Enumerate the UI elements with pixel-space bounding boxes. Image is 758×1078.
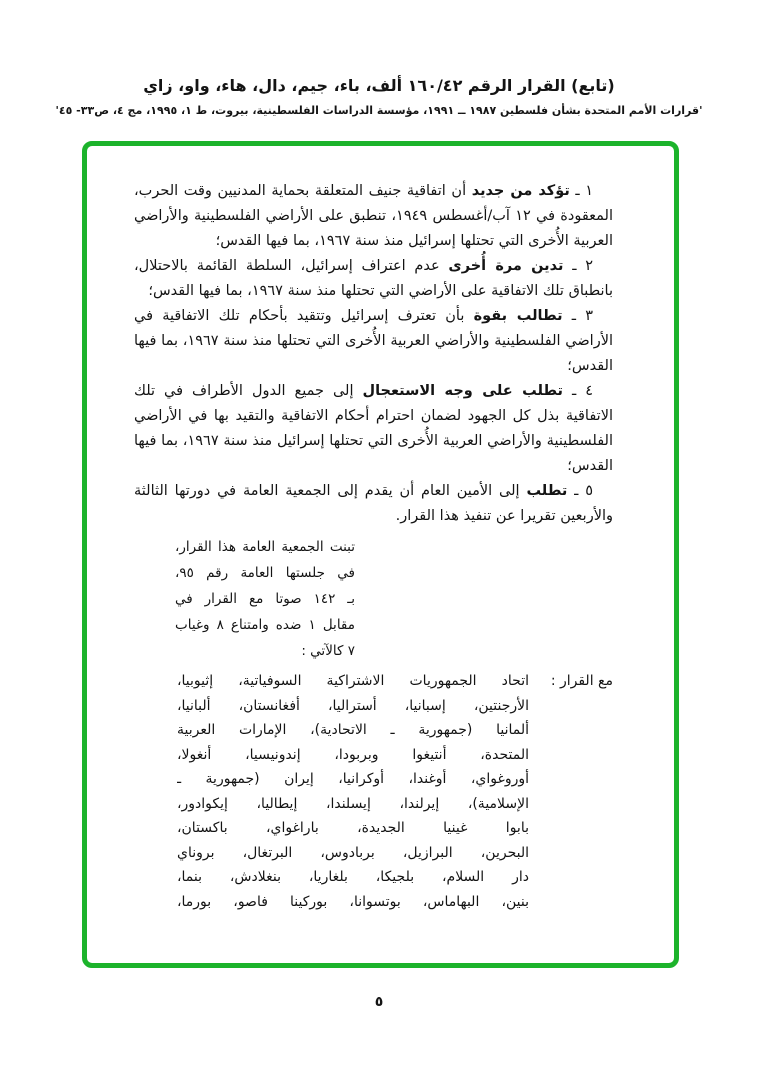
vote-country-list <box>177 669 529 914</box>
resolution-paragraph-2 <box>134 254 613 304</box>
paragraph-text: أن اتفاقية جنيف المتعلقة بحماية المدنيين وقت الحرب، المعقودة في ١٢ آب/أغسطس ١٩٤٩، تنطبق على الأراضي الفلسطينية والأراضي العربية الأُخرى التي تحتلها إسرائيل منذ سنة ١٩٦٧، بما فيها القدس؛ <box>134 183 613 249</box>
resolution-title: (تابع) القرار الرقم ١٦٠/٤٢ ألف، باء، جيم، دال، هاء، واو، زاي <box>143 76 615 95</box>
resolution-paragraph-5 <box>134 479 613 529</box>
paragraph-number: ١ ـ <box>575 183 594 199</box>
paragraph-number: ٥ ـ <box>574 483 594 499</box>
adoption-line: في جلستها العامة رقم ٩٥، <box>175 565 355 581</box>
source-citation: 'قرارات الأمم المتحدة بشأن فلسطين ١٩٨٧ ــ ١٩٩١، مؤسسة الدراسات الفلسطينية، بيروت، ط ١، ١٩٩٥، مج ٤، ص٣٣- ٤٥' <box>55 104 703 117</box>
vote-country-line: بابوا غينيا الجديدة، باراغواي، باكستان، <box>177 820 529 836</box>
paragraph-number: ٣ ـ <box>571 308 593 324</box>
adoption-line: تبنت الجمعية العامة هذا القرار، <box>175 539 355 555</box>
paragraph-number: ٤ ـ <box>571 383 594 399</box>
vote-label: مع القرار : <box>550 673 613 689</box>
page-number: ٥ <box>374 994 384 1010</box>
vote-country-line: اتحاد الجمهوريات الاشتراكية السوفياتية، إثيوبيا، <box>177 673 529 689</box>
vote-country-line: الأرجنتين، إسبانيا، أستراليا، أفغانستان، ألبانيا، <box>177 697 529 714</box>
vote-record <box>134 669 613 914</box>
paragraph-leadin: تؤكد من جديد <box>471 183 570 199</box>
paragraph-number: ٢ ـ <box>572 258 593 274</box>
resolution-paragraph-1 <box>134 179 613 254</box>
paragraph-leadin: تطالب بقوة <box>473 308 563 324</box>
vote-country-line: أوروغواي، أوغندا، أوكرانيا، إيران (جمهورية ـ <box>177 771 529 787</box>
adoption-line: ٧ كالآتي : <box>301 643 355 659</box>
adoption-line: مقابل ١ ضده وامتناع ٨ وغياب <box>175 617 355 633</box>
vote-country-line: المتحدة، أنتيغوا وبربودا، إندونيسيا، أنغولا، <box>177 746 529 763</box>
resolution-body <box>134 179 613 914</box>
resolution-paragraph-4 <box>134 379 613 479</box>
paragraph-text: إلى جميع الدول الأطراف في تلك الاتفاقية بذل كل الجهود لضمان احترام أحكام الاتفاقية والتقيد بها في الأراضي الفلسطينية والأراضي العربية الأُخرى التي تحتلها إسرائيل منذ سنة ١٩٦٧، بما فيها القدس؛ <box>134 383 613 474</box>
paragraph-text: بأن تعترف إسرائيل وتتقيد بأحكام تلك الاتفاقية في الأراضي الفلسطينية والأراضي العربية الأُخرى التي تحتلها منذ سنة ١٩٦٧، بما فيها القدس؛ <box>134 308 613 374</box>
page-header <box>0 74 758 119</box>
vote-country-line: ألمانيا (جمهورية ـ الاتحادية)، الإمارات العربية <box>177 722 529 738</box>
vote-country-line: دار السلام، بلجيكا، بلغاريا، بنغلادش، بنما، <box>177 869 529 885</box>
resolution-paragraph-3 <box>134 304 613 379</box>
vote-country-line: الإسلامية)، إيرلندا، إيسلندا، إيطاليا، إيكوادور، <box>177 795 529 812</box>
paragraph-leadin: تطلب على وجه الاستعجال <box>362 383 563 399</box>
vote-country-line: البحرين، البرازيل، بربادوس، البرتغال، بروناي <box>177 844 529 861</box>
document-frame <box>82 141 679 968</box>
paragraph-text: إلى الأمين العام أن يقدم إلى الجمعية العامة في دورتها الثالثة والأربعين تقريرا عن تنفيذ هذا القرار. <box>134 483 613 524</box>
adoption-note <box>175 534 355 664</box>
vote-country-line: بنين، البهاماس، بوتسوانا، بوركينا فاصو، بورما، <box>177 893 529 910</box>
paragraph-leadin: تطلب <box>526 483 568 499</box>
adoption-line: بـ ١٤٢ صوتا مع القرار في <box>175 591 355 607</box>
paragraph-text: عدم اعتراف إسرائيل، السلطة القائمة بالاحتلال، بانطباق تلك الاتفاقية على الأراضي التي تحتلها منذ سنة ١٩٦٧، بما فيها القدس؛ <box>134 258 613 299</box>
paragraph-leadin: تدين مرة أُخرى <box>448 258 564 274</box>
